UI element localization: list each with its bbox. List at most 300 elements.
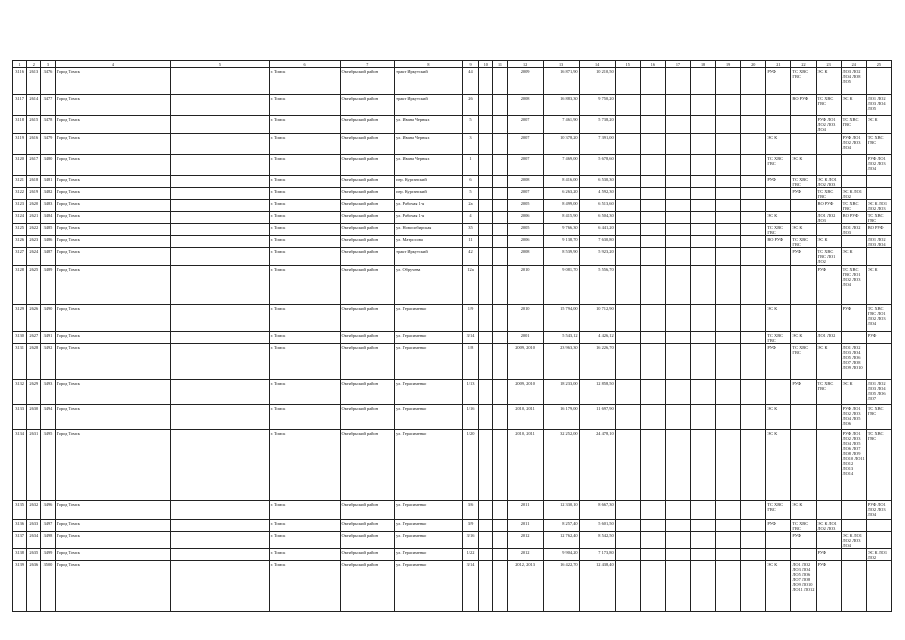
table-cell: 3119 bbox=[13, 134, 27, 155]
table-cell: г. Томск bbox=[269, 561, 340, 612]
table-cell: 16 871,90 bbox=[543, 68, 579, 95]
table-cell: 3/6 bbox=[462, 501, 478, 520]
table-cell bbox=[841, 501, 866, 520]
column-header: 23 bbox=[816, 61, 841, 68]
table-cell bbox=[479, 520, 493, 532]
table-cell bbox=[640, 155, 665, 176]
table-cell: 3125 bbox=[13, 224, 27, 236]
table-cell bbox=[716, 116, 741, 134]
table-cell bbox=[816, 532, 841, 549]
table-cell: ТС ХВС ГВС bbox=[791, 68, 816, 95]
table-cell bbox=[816, 224, 841, 236]
column-header: 25 bbox=[866, 61, 891, 68]
table-cell bbox=[741, 532, 766, 549]
table-cell bbox=[640, 134, 665, 155]
table-cell bbox=[615, 224, 640, 236]
table-cell: Октябрьский район bbox=[340, 332, 395, 344]
table-cell: Октябрьский район bbox=[340, 561, 395, 612]
table-cell: 1/9 bbox=[462, 305, 478, 332]
table-cell: Октябрьский район bbox=[340, 116, 395, 134]
table-cell: ул. Ивана Черных bbox=[395, 116, 463, 134]
table-cell: Октябрьский район bbox=[340, 200, 395, 212]
table-cell bbox=[640, 380, 665, 405]
table-cell bbox=[665, 549, 690, 561]
table-cell bbox=[665, 236, 690, 248]
table-cell: РУФ bbox=[766, 68, 791, 95]
table-cell bbox=[741, 68, 766, 95]
table-cell bbox=[690, 134, 715, 155]
table-cell bbox=[866, 532, 891, 549]
table-cell: РУФ bbox=[866, 332, 891, 344]
table-cell bbox=[171, 344, 269, 380]
table-cell: 12 330,10 bbox=[543, 501, 579, 520]
table-cell: РУФ ЛО1 ЛО2 ЛО3 ЛО4 bbox=[866, 501, 891, 520]
table-cell: г. Томск bbox=[269, 200, 340, 212]
table-cell: 2007 bbox=[507, 188, 543, 200]
table-cell bbox=[690, 532, 715, 549]
table-cell: 7 391,00 bbox=[579, 134, 615, 155]
table-cell: 3/16 bbox=[462, 532, 478, 549]
table-cell bbox=[479, 68, 493, 95]
table-row bbox=[13, 116, 892, 134]
table-row bbox=[13, 549, 892, 561]
table-cell: 6 530,30 bbox=[579, 176, 615, 188]
table-cell: Город Томск bbox=[55, 332, 171, 344]
table-cell bbox=[866, 248, 891, 266]
table-cell: 3484 bbox=[41, 212, 55, 224]
table-cell: 3129 bbox=[13, 305, 27, 332]
table-cell: 2008 bbox=[507, 95, 543, 116]
table-cell bbox=[640, 501, 665, 520]
table-cell: г. Томск bbox=[269, 532, 340, 549]
table-cell: 3482 bbox=[41, 188, 55, 200]
table-cell: 3477 bbox=[41, 95, 55, 116]
table-cell bbox=[716, 176, 741, 188]
table-cell bbox=[665, 68, 690, 95]
table-row bbox=[13, 176, 892, 188]
table-cell bbox=[171, 188, 269, 200]
table-cell: г. Томск bbox=[269, 212, 340, 224]
table-cell: 11 697,90 bbox=[579, 405, 615, 430]
table-cell bbox=[716, 332, 741, 344]
table-cell bbox=[479, 405, 493, 430]
table-cell: 2635 bbox=[27, 549, 41, 561]
table-cell bbox=[640, 236, 665, 248]
table-cell bbox=[615, 405, 640, 430]
table-cell bbox=[493, 95, 507, 116]
column-header: 14 bbox=[579, 61, 615, 68]
table-cell: 6 263,20 bbox=[543, 188, 579, 200]
table-cell bbox=[690, 155, 715, 176]
table-row bbox=[13, 155, 892, 176]
table-cell: РУФ ЛО1 ЛО2 ЛО3 ЛО4 bbox=[866, 155, 891, 176]
table-cell bbox=[665, 405, 690, 430]
table-cell: 2008 bbox=[507, 248, 543, 266]
table-row bbox=[13, 188, 892, 200]
table-cell: ТС ХВС ГВС bbox=[766, 332, 791, 344]
table-cell: ул. Ивана Черных bbox=[395, 134, 463, 155]
table-cell: Город Томск bbox=[55, 344, 171, 380]
table-cell bbox=[171, 68, 269, 95]
table-cell: Город Томск bbox=[55, 212, 171, 224]
table-cell: г. Томск bbox=[269, 176, 340, 188]
column-header: 22 bbox=[791, 61, 816, 68]
table-cell: 5 678,60 bbox=[579, 155, 615, 176]
table-cell: ТС ХВС ГВС bbox=[766, 224, 791, 236]
table-cell bbox=[816, 134, 841, 155]
table-cell: ул. Герасименко bbox=[395, 405, 463, 430]
table-cell bbox=[640, 549, 665, 561]
table-cell: 35 bbox=[462, 224, 478, 236]
table-cell bbox=[766, 380, 791, 405]
table-cell bbox=[615, 200, 640, 212]
table-cell: 3479 bbox=[41, 134, 55, 155]
table-cell bbox=[866, 344, 891, 380]
table-cell: 2006 bbox=[507, 212, 543, 224]
table-cell bbox=[690, 68, 715, 95]
table-cell bbox=[640, 405, 665, 430]
table-cell bbox=[493, 549, 507, 561]
table-cell bbox=[615, 344, 640, 380]
table-cell: ЭС К bbox=[841, 380, 866, 405]
table-cell bbox=[690, 224, 715, 236]
table-cell bbox=[493, 561, 507, 612]
table-cell bbox=[741, 188, 766, 200]
table-cell: г. Томск bbox=[269, 248, 340, 266]
table-cell: 8 667,30 bbox=[579, 501, 615, 520]
table-cell: г. Томск bbox=[269, 95, 340, 116]
table-cell: ул. Герасименко bbox=[395, 520, 463, 532]
column-header: 2 bbox=[27, 61, 41, 68]
table-cell: 2633 bbox=[27, 520, 41, 532]
column-header: 21 bbox=[766, 61, 791, 68]
table-cell: ЭС К bbox=[766, 212, 791, 224]
table-cell bbox=[615, 305, 640, 332]
table-cell bbox=[690, 561, 715, 612]
table-cell bbox=[493, 266, 507, 305]
table-cell: 5 738,20 bbox=[579, 116, 615, 134]
table-cell bbox=[493, 68, 507, 95]
table-cell: ТС ХВС ГВС bbox=[841, 116, 866, 134]
table-cell bbox=[741, 430, 766, 501]
table-cell: 2628 bbox=[27, 344, 41, 380]
table-cell bbox=[493, 212, 507, 224]
table-cell bbox=[665, 188, 690, 200]
table-cell: 5 556,70 bbox=[579, 266, 615, 305]
table-cell bbox=[640, 188, 665, 200]
table-row bbox=[13, 532, 892, 549]
table-cell: г. Томск bbox=[269, 134, 340, 155]
table-cell: ТС ХВС ГВС bbox=[866, 405, 891, 430]
table-cell: ул. Герасименко bbox=[395, 430, 463, 501]
table-cell: Октябрьский район bbox=[340, 266, 395, 305]
table-cell bbox=[479, 532, 493, 549]
table-cell: Город Томск bbox=[55, 430, 171, 501]
table-cell: ВО РУФ bbox=[866, 224, 891, 236]
table-cell: 2009, 2010 bbox=[507, 344, 543, 380]
table-cell bbox=[615, 176, 640, 188]
table-cell: РУФ ЛО1 ЛО2 ЛО3 ЛО4 bbox=[841, 134, 866, 155]
table-cell: ЭС К ЛО1 ЛО2 ЛО3 bbox=[816, 520, 841, 532]
table-cell: 3/9 bbox=[462, 520, 478, 532]
table-cell: 5 bbox=[462, 116, 478, 134]
table-cell: 3497 bbox=[41, 520, 55, 532]
table-cell bbox=[716, 380, 741, 405]
table-cell bbox=[741, 305, 766, 332]
table-cell bbox=[690, 266, 715, 305]
table-cell: 3116 bbox=[13, 68, 27, 95]
table-cell bbox=[716, 532, 741, 549]
table-cell bbox=[716, 248, 741, 266]
table-cell: г. Томск bbox=[269, 332, 340, 344]
table-cell: 3500 bbox=[41, 561, 55, 612]
table-row bbox=[13, 344, 892, 380]
table-cell bbox=[741, 380, 766, 405]
table-cell: ул. Герасименко bbox=[395, 332, 463, 344]
table-cell: ул. Рабочая 1-я bbox=[395, 212, 463, 224]
table-cell bbox=[841, 549, 866, 561]
table-cell bbox=[615, 380, 640, 405]
table-cell: 2627 bbox=[27, 332, 41, 344]
table-cell bbox=[741, 549, 766, 561]
table-cell bbox=[493, 248, 507, 266]
table-row bbox=[13, 224, 892, 236]
table-cell: ЭС К bbox=[816, 236, 841, 248]
table-cell: Октябрьский район bbox=[340, 68, 395, 95]
table-cell bbox=[640, 116, 665, 134]
table-cell bbox=[171, 405, 269, 430]
table-cell bbox=[493, 116, 507, 134]
table-cell bbox=[640, 266, 665, 305]
table-cell: 6 441,20 bbox=[579, 224, 615, 236]
table-cell: 2011 bbox=[507, 520, 543, 532]
table-cell bbox=[615, 95, 640, 116]
table-cell: 1/13 bbox=[462, 380, 478, 405]
table-cell: Город Томск bbox=[55, 532, 171, 549]
table-cell: Город Томск bbox=[55, 501, 171, 520]
table-cell: 2620 bbox=[27, 200, 41, 212]
table-cell: ул. Новосибирская bbox=[395, 224, 463, 236]
table-cell bbox=[665, 532, 690, 549]
table-cell bbox=[493, 134, 507, 155]
table-cell bbox=[171, 561, 269, 612]
table-cell: ЭС К bbox=[866, 116, 891, 134]
table-cell bbox=[640, 520, 665, 532]
table-cell: РУФ ЛО1 ЛО2 ЛО3 ЛО4 bbox=[816, 116, 841, 134]
column-header: 9 bbox=[462, 61, 478, 68]
table-cell: г. Томск bbox=[269, 266, 340, 305]
table-cell: 16 179,00 bbox=[543, 405, 579, 430]
table-cell: ЛОЗ ЛО2 ЛО4 ЛО8 ЛО5 bbox=[841, 68, 866, 95]
table-cell: ул. Матросова bbox=[395, 236, 463, 248]
table-cell: 12а bbox=[462, 266, 478, 305]
table-cell: ЭС К bbox=[866, 266, 891, 305]
table-cell bbox=[716, 68, 741, 95]
table-cell: 9 904,20 bbox=[543, 549, 579, 561]
table-cell: ЭС К bbox=[766, 561, 791, 612]
table-cell: г. Томск bbox=[269, 305, 340, 332]
table-row bbox=[13, 248, 892, 266]
table-cell: Город Томск bbox=[55, 236, 171, 248]
table-cell: ТС ХВС ГВС ЛО1 ЛО2 bbox=[816, 248, 841, 266]
table-cell bbox=[171, 116, 269, 134]
table-cell bbox=[716, 155, 741, 176]
table-cell: Октябрьский район bbox=[340, 224, 395, 236]
table-cell bbox=[716, 212, 741, 224]
table-cell: 9 750,20 bbox=[579, 95, 615, 116]
table-cell: 3118 bbox=[13, 116, 27, 134]
table-cell: ВО РУФ bbox=[791, 95, 816, 116]
table-cell: 9 081,70 bbox=[543, 266, 579, 305]
table-cell: 7 469,00 bbox=[543, 155, 579, 176]
table-cell bbox=[690, 212, 715, 224]
table-cell: РУФ bbox=[766, 176, 791, 188]
table-cell bbox=[171, 266, 269, 305]
table-cell bbox=[615, 266, 640, 305]
table-cell bbox=[665, 561, 690, 612]
column-header: 18 bbox=[690, 61, 715, 68]
table-cell: Город Томск bbox=[55, 200, 171, 212]
table-cell: ВО РУФ bbox=[816, 200, 841, 212]
table-cell: 3498 bbox=[41, 532, 55, 549]
table-cell bbox=[171, 224, 269, 236]
table-cell bbox=[665, 116, 690, 134]
table-cell bbox=[615, 188, 640, 200]
table-cell bbox=[640, 176, 665, 188]
column-header: 17 bbox=[665, 61, 690, 68]
column-header: 8 bbox=[395, 61, 463, 68]
table-cell bbox=[665, 520, 690, 532]
table-cell: 16 883,30 bbox=[543, 95, 579, 116]
table-cell: ул. Обручева bbox=[395, 266, 463, 305]
table-cell: 2615 bbox=[27, 116, 41, 134]
table-cell: 2008 bbox=[507, 176, 543, 188]
table-cell: 2626 bbox=[27, 305, 41, 332]
table-cell: 10 712,90 bbox=[579, 305, 615, 332]
table-cell bbox=[690, 176, 715, 188]
table-cell: ул. Герасименко bbox=[395, 561, 463, 612]
table-cell: г. Томск bbox=[269, 405, 340, 430]
table-cell bbox=[479, 561, 493, 612]
table-cell bbox=[665, 95, 690, 116]
table-cell bbox=[171, 95, 269, 116]
table-cell bbox=[816, 501, 841, 520]
table-cell: 2634 bbox=[27, 532, 41, 549]
table-cell: Город Томск bbox=[55, 95, 171, 116]
table-cell bbox=[615, 501, 640, 520]
table-cell: 2007 bbox=[507, 134, 543, 155]
table-cell: 2а bbox=[462, 200, 478, 212]
table-cell bbox=[640, 332, 665, 344]
table-cell bbox=[615, 332, 640, 344]
table-row bbox=[13, 68, 892, 95]
table-row bbox=[13, 430, 892, 501]
table-cell bbox=[716, 305, 741, 332]
table-cell: Город Томск bbox=[55, 520, 171, 532]
table-cell: Октябрьский район bbox=[340, 212, 395, 224]
table-cell bbox=[866, 561, 891, 612]
table-cell bbox=[640, 212, 665, 224]
table-cell bbox=[716, 501, 741, 520]
table-cell bbox=[665, 430, 690, 501]
table-cell: г. Томск bbox=[269, 68, 340, 95]
table-cell: ТС ХВС ГВС bbox=[816, 95, 841, 116]
table-cell bbox=[690, 405, 715, 430]
table-cell bbox=[665, 224, 690, 236]
table-cell bbox=[640, 248, 665, 266]
table-cell: 3490 bbox=[41, 305, 55, 332]
table-cell bbox=[741, 134, 766, 155]
table-cell bbox=[615, 212, 640, 224]
table-cell: 8 257,40 bbox=[543, 520, 579, 532]
table-cell: 2624 bbox=[27, 248, 41, 266]
table-cell bbox=[690, 200, 715, 212]
table-cell: ЛО1 ЛО2 bbox=[816, 332, 841, 344]
table-cell: 2010, 2011 bbox=[507, 405, 543, 430]
table-cell bbox=[479, 200, 493, 212]
table-row bbox=[13, 212, 892, 224]
table-cell: 2007 bbox=[507, 116, 543, 134]
table-cell bbox=[479, 430, 493, 501]
table-cell: г. Томск bbox=[269, 155, 340, 176]
table-cell: ул. Рабочая 1-я bbox=[395, 200, 463, 212]
table-cell bbox=[493, 430, 507, 501]
table-cell bbox=[766, 95, 791, 116]
table-cell bbox=[741, 224, 766, 236]
table-row bbox=[13, 200, 892, 212]
table-cell: Город Томск bbox=[55, 116, 171, 134]
table-cell bbox=[690, 248, 715, 266]
table-cell bbox=[615, 236, 640, 248]
table-cell: тракт Иркутский bbox=[395, 68, 463, 95]
table-cell: 3499 bbox=[41, 549, 55, 561]
table-cell bbox=[493, 501, 507, 520]
table-cell: пер. Курганский bbox=[395, 176, 463, 188]
table-cell: 8 539,90 bbox=[543, 248, 579, 266]
table-cell: ЭС К bbox=[816, 344, 841, 380]
table-cell: РУФ bbox=[791, 188, 816, 200]
table-cell: 2005 bbox=[507, 200, 543, 212]
table-cell: ЭС К bbox=[841, 95, 866, 116]
table-cell: ЭС К bbox=[816, 68, 841, 95]
table-cell: ЛО1 ЛО2 ЛО3 ЛО4 bbox=[866, 236, 891, 248]
table-cell bbox=[741, 176, 766, 188]
table-cell bbox=[640, 344, 665, 380]
table-cell: 2616 bbox=[27, 134, 41, 155]
table-cell: 3134 bbox=[13, 430, 27, 501]
table-row bbox=[13, 305, 892, 332]
table-cell bbox=[766, 116, 791, 134]
table-cell bbox=[841, 236, 866, 248]
table-cell: ТС ХВС ГВС bbox=[791, 520, 816, 532]
table-cell bbox=[479, 212, 493, 224]
table-cell bbox=[640, 95, 665, 116]
table-cell: ЭС К ЛО1 ЛО2 ЛО3 bbox=[816, 176, 841, 188]
table-cell: г. Томск bbox=[269, 116, 340, 134]
table-cell bbox=[479, 188, 493, 200]
table-cell: 3136 bbox=[13, 520, 27, 532]
table-cell: г. Томск bbox=[269, 224, 340, 236]
column-header: 3 bbox=[41, 61, 55, 68]
column-header: 1 bbox=[13, 61, 27, 68]
table-cell: ЭС К bbox=[766, 134, 791, 155]
table-cell: ТС ХВС ГВС bbox=[791, 236, 816, 248]
table-cell: 3117 bbox=[13, 95, 27, 116]
table-cell bbox=[791, 305, 816, 332]
table-cell: 3128 bbox=[13, 266, 27, 305]
table-cell bbox=[741, 248, 766, 266]
table-cell: 2621 bbox=[27, 212, 41, 224]
